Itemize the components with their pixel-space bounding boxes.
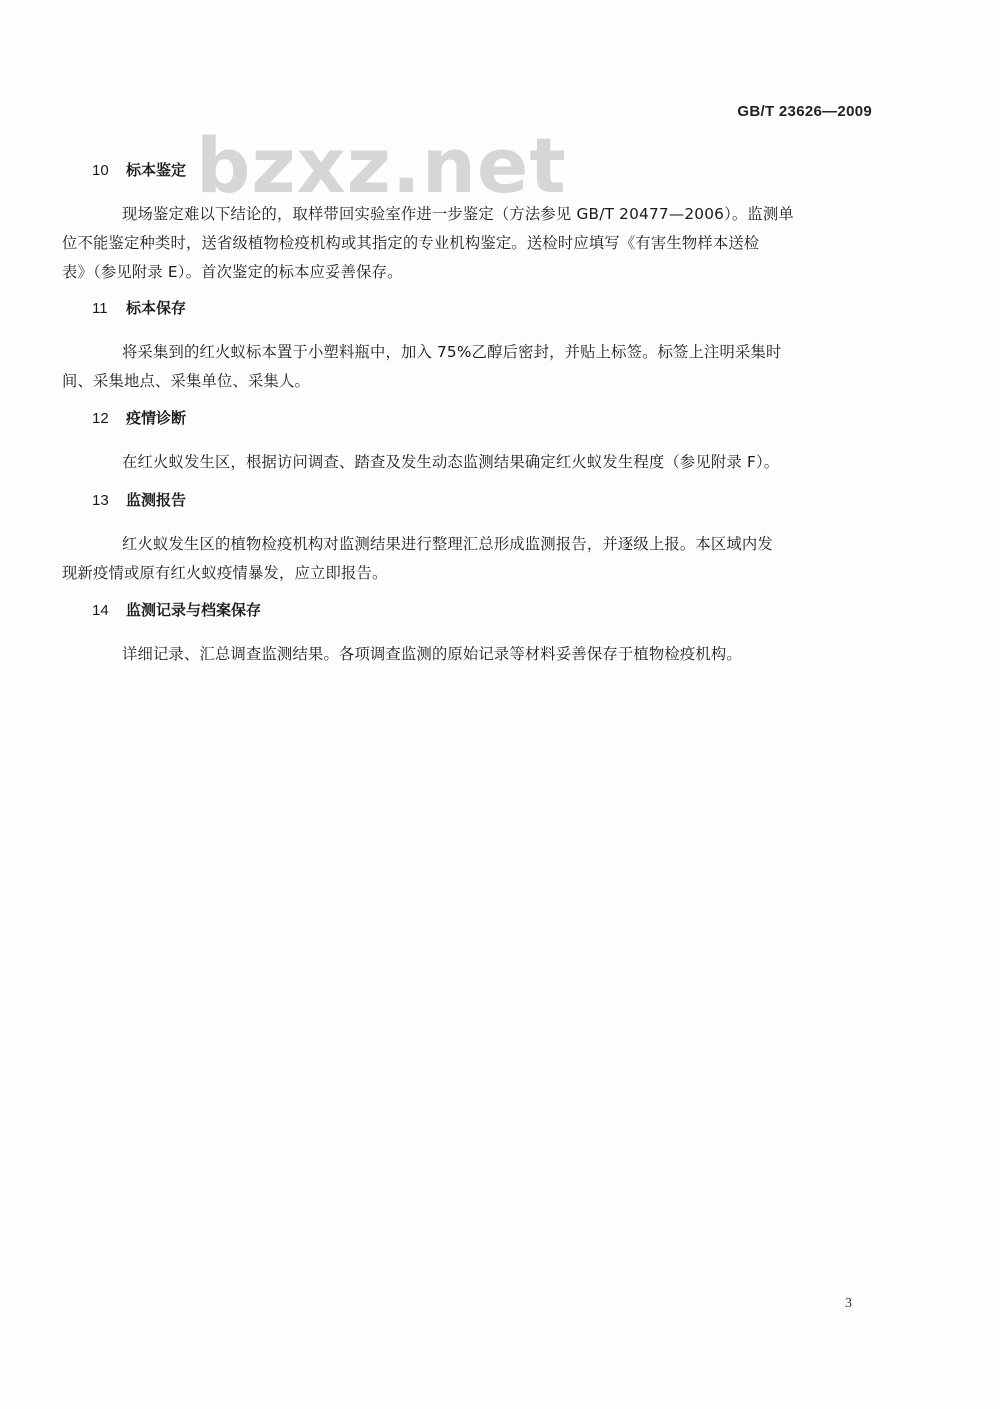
section-paragraph <box>62 530 882 588</box>
paragraph-line: 表》（参见附录 E）。首次鉴定的标本应妥善保存。 <box>62 263 403 281</box>
section-number: 10 <box>92 162 109 179</box>
paragraph-line: 现新疫情或原有红火蚁疫情暴发，应立即报告。 <box>62 564 388 582</box>
section-number: 14 <box>92 602 109 619</box>
paragraph-line: 间、采集地点、采集单位、采集人。 <box>62 372 310 390</box>
section-heading <box>92 406 882 430</box>
section-paragraph <box>62 200 882 287</box>
section-title: 疫情诊断 <box>126 409 187 427</box>
section-10 <box>62 158 882 287</box>
watermark: bzxz.net <box>196 121 567 210</box>
paragraph-line: 红火蚁发生区的植物检疫机构对监测结果进行整理汇总形成监测报告，并逐级上报。本区域内发 <box>122 535 773 553</box>
paragraph-line: 位不能鉴定种类时，送省级植物检疫机构或其指定的专业机构鉴定。送检时应填写《有害生物样本送检 <box>62 234 760 252</box>
section-heading <box>92 296 882 320</box>
paragraph-line: 现场鉴定难以下结论的，取样带回实验室作进一步鉴定（方法参见 GB/T 20477—2006）。监测单 <box>122 205 794 223</box>
standard-code: GB/T 23626—2009 <box>737 103 872 120</box>
section-heading <box>92 598 882 622</box>
section-13 <box>62 488 882 588</box>
paragraph-line: 将采集到的红火蚁标本置于小塑料瓶中，加入 75%乙醇后密封，并贴上标签。标签上注明采集时 <box>122 343 782 361</box>
section-paragraph <box>62 338 882 396</box>
section-paragraph <box>92 448 882 477</box>
section-number: 11 <box>92 300 108 317</box>
section-11 <box>62 296 882 396</box>
section-title: 标本保存 <box>126 299 187 317</box>
section-heading <box>92 158 882 182</box>
section-title: 标本鉴定 <box>126 161 187 179</box>
paragraph-line: 详细记录、汇总调查监测结果。各项调查监测的原始记录等材料妥善保存于植物检疫机构。 <box>122 645 742 663</box>
section-12 <box>92 406 882 477</box>
section-14 <box>92 598 882 669</box>
section-title: 监测报告 <box>126 491 187 509</box>
page-number: 3 <box>845 1296 852 1311</box>
section-heading <box>92 488 882 512</box>
section-title: 监测记录与档案保存 <box>126 601 262 619</box>
section-number: 13 <box>92 492 109 509</box>
paragraph-line: 在红火蚁发生区，根据访问调查、踏查及发生动态监测结果确定红火蚁发生程度（参见附录 F）。 <box>122 453 780 471</box>
section-number: 12 <box>92 410 109 427</box>
section-paragraph <box>92 640 882 669</box>
